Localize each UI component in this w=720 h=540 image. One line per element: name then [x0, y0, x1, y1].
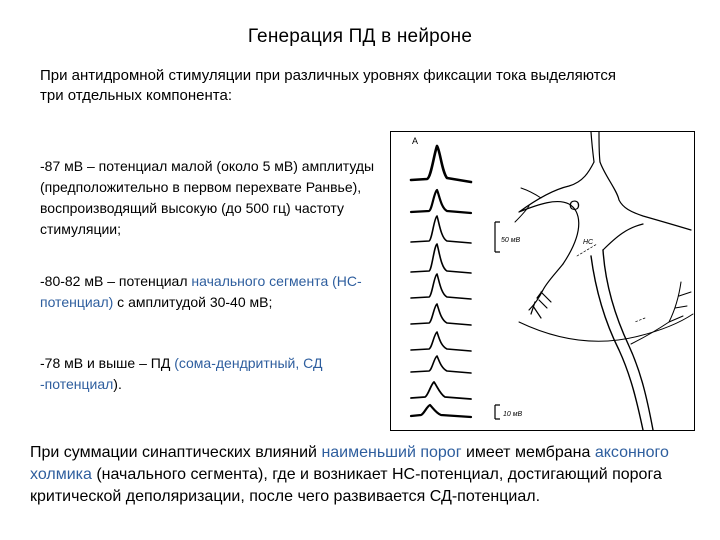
apical-dendrite [591, 132, 600, 162]
component-item-1 [40, 156, 375, 240]
trace-3 [411, 216, 471, 243]
calibration-bars [495, 222, 500, 419]
component-2-text-end: с амплитудой 30-40 мВ; [113, 294, 273, 310]
summary-text [30, 442, 695, 508]
segment-label: НС [583, 239, 594, 246]
trace-7 [411, 332, 471, 351]
slide-title: Генерация ПД в нейроне [247, 26, 473, 47]
calibration-label-top: 50 мВ [501, 237, 521, 244]
summary-part-1: При суммации синаптических влияний [30, 444, 322, 461]
trace-1 [411, 146, 471, 182]
soma-outline [519, 162, 691, 264]
trace-9 [411, 382, 471, 399]
component-1-text: -87 мВ – потенциал малой (около 5 мВ) амплитуды (предположительно в первом перехвате Ранвье), воспроизводящий высокую (до 500 гц) частоту стимуляции; [40, 158, 375, 237]
collateral-leader [635, 318, 645, 322]
trace-5 [411, 274, 471, 299]
calibration-label-bottom: 10 мВ [503, 411, 523, 418]
calibration-bar-bottom [495, 405, 500, 419]
component-item-3 [40, 353, 375, 395]
recorded-traces [411, 146, 471, 417]
component-item-2 [40, 271, 375, 313]
component-2-text-start: -80-82 мВ – потенциал [40, 273, 192, 289]
component-2-highlight: начального сегмента (НС-потенциал) [40, 273, 362, 310]
axon-outer [603, 250, 653, 430]
summary-highlight-threshold: наименьший порог [321, 444, 462, 461]
trace-8 [411, 356, 471, 373]
component-3-highlight: (сома-дендритный, СД -потенциал [40, 355, 323, 392]
neuron-potentials-figure [390, 131, 695, 431]
component-3-text-start: -78 мВ и выше – ПД [40, 355, 175, 371]
intro-text: При антидромной стимуляции при различных уровнях фиксации тока выделяются три отдельных компонента: [40, 67, 616, 104]
calibration-bar-top [495, 222, 500, 252]
component-3-text-end: ). [113, 376, 122, 392]
summary-highlight-hillock: аксонного холмика [30, 444, 669, 483]
soma-label: О [569, 197, 580, 213]
trace-4 [411, 244, 471, 273]
trace-10 [411, 405, 471, 417]
figure-drawing [391, 132, 694, 430]
neuron-drawing [515, 132, 693, 430]
trace-6 [411, 304, 471, 325]
axon-collateral [631, 282, 691, 344]
summary-part-2: имеет мембрана [461, 444, 595, 461]
axon-inner [591, 256, 643, 430]
lower-left-dendrite [529, 264, 563, 318]
trace-2 [411, 190, 471, 213]
summary-part-3: (начального сегмента), где и возникает НС-потенциал, достигающий порога критической деполяризации, после чего развивается СД-потенциал. [30, 466, 662, 505]
panel-letter: А [412, 136, 419, 146]
